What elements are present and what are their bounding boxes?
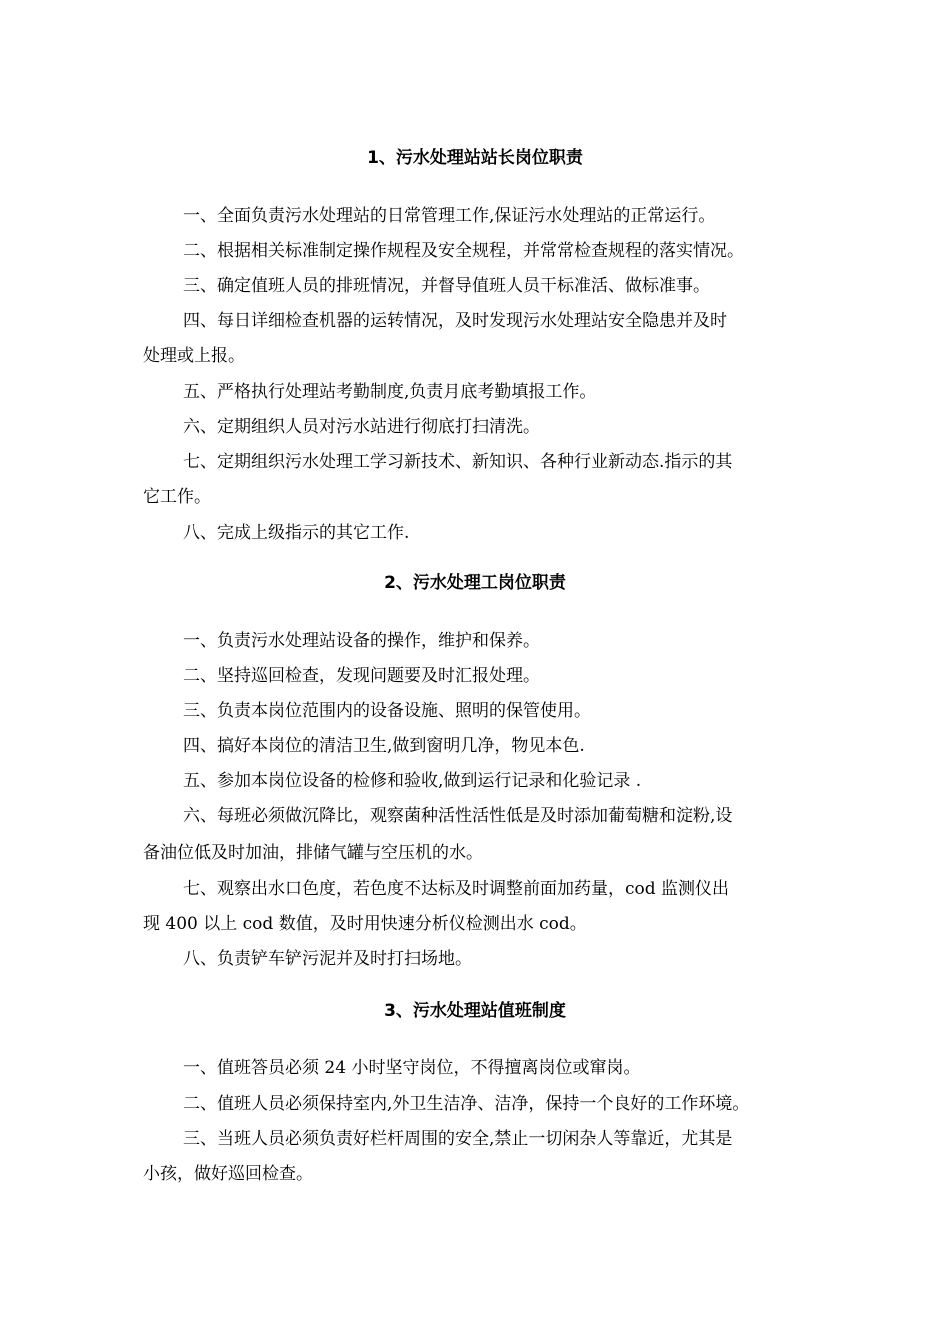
paragraph-line: 二、根据相关标准制定操作规程及安全规程，并常常检查规程的落实情况。 [183, 241, 744, 261]
paragraph-line: 一、全面负责污水处理站的日常管理工作,保证污水处理站的正常运行。 [183, 206, 716, 226]
paragraph-line: 四、每日详细检查机器的运转情况，及时发现污水处理站安全隐患并及时 [183, 311, 727, 331]
paragraph-line: 现 400 以上 cod 数值，及时用快速分析仪检测出水 cod。 [143, 914, 587, 934]
paragraph-line: 七、观察出水口色度，若色度不达标及时调整前面加药量，cod 监测仪出 [183, 879, 730, 899]
paragraph-line: 四、搞好本岗位的清洁卫生,做到窗明几净，物见本色. [183, 736, 585, 756]
paragraph-line: 三、负责本岗位范围内的设备设施、照明的保管使用。 [183, 701, 591, 721]
paragraph-line: 三、确定值班人员的排班情况，并督导值班人员干标准活、做标准事。 [183, 276, 710, 296]
paragraph-line: 三、当班人员必须负责好栏杆周围的安全,禁止一切闲杂人等靠近，尤其是 [183, 1129, 733, 1149]
paragraph-line: 处理或上报。 [143, 346, 245, 366]
paragraph-line: 七、定期组织污水处理工学习新技术、新知识、各种行业新动态.指示的其 [183, 452, 733, 472]
paragraph-line: 备油位低及时加油，排储气罐与空压机的水。 [143, 843, 483, 863]
paragraph-line: 六、每班必须做沉降比，观察菌种活性活性低是及时添加葡萄糖和淀粉,设 [183, 806, 733, 826]
section-heading: 1、污水处理站站长岗位职责 [367, 148, 583, 168]
paragraph-line: 八、负责铲车铲污泥并及时打扫场地。 [183, 949, 472, 969]
paragraph-line: 二、值班人员必须保持室内,外卫生洁净、洁净，保持一个良好的工作环境。 [183, 1094, 750, 1114]
paragraph-line: 六、定期组织人员对污水站进行彻底打扫清洗。 [183, 417, 540, 437]
paragraph-line: 二、坚持巡回检查，发现问题要及时汇报处理。 [183, 666, 540, 686]
section-heading: 2、污水处理工岗位职责 [384, 573, 566, 593]
section-heading: 3、污水处理站值班制度 [384, 1001, 566, 1021]
paragraph-line: 五、严格执行处理站考勤制度,负责月底考勤填报工作。 [183, 382, 597, 402]
paragraph-line: 八、完成上级指示的其它工作. [183, 523, 410, 543]
paragraph-line: 五、参加本岗位设备的检修和验收,做到运行记录和化验记录 . [183, 771, 642, 791]
paragraph-line: 小孩，做好巡回检查。 [143, 1164, 313, 1184]
paragraph-line: 它工作。 [143, 487, 211, 507]
paragraph-line: 一、负责污水处理站设备的操作，维护和保养。 [183, 631, 540, 651]
paragraph-line: 一、值班答员必须 24 小时坚守岗位，不得擅离岗位或窜岗。 [183, 1058, 641, 1078]
